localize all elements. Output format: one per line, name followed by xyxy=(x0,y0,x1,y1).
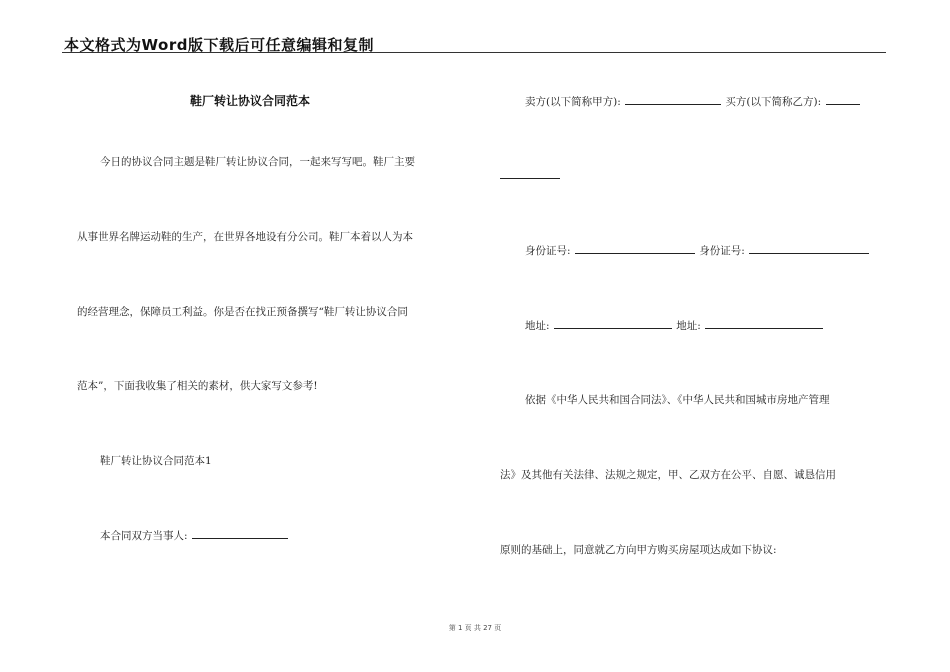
document-header-banner: 本文格式为Word版下载后可任意编辑和复制 xyxy=(64,36,374,54)
id-number-line xyxy=(525,243,870,258)
header-divider xyxy=(62,52,886,53)
address-line xyxy=(525,318,824,333)
address-blank-1[interactable] xyxy=(554,318,672,329)
parties-blank[interactable] xyxy=(192,528,288,539)
address-label-2: 地址: xyxy=(676,320,701,332)
document-title: 鞋厂转让协议合同范本 xyxy=(190,94,311,108)
paragraph-line-2: 从事世界名牌运动鞋的生产，在世界各地设有分公司。鞋厂本着以人为本 xyxy=(77,231,413,243)
basis-line-3: 原则的基础上，同意就乙方向甲方购买房屋项达成如下协议: xyxy=(500,544,777,556)
seller-blank[interactable] xyxy=(625,94,721,105)
page-number-footer: 第 1 页 共 27 页 xyxy=(448,624,502,632)
seller-buyer-line xyxy=(525,94,861,109)
seller-label: 卖方(以下简称甲方): xyxy=(525,96,621,108)
id-label-1: 身份证号: xyxy=(525,245,571,257)
address-blank-2[interactable] xyxy=(705,318,823,329)
paragraph-line-4: 范本”，下面我收集了相关的素材，供大家写文参考! xyxy=(77,380,318,392)
id-blank-2[interactable] xyxy=(749,243,869,254)
paragraph-line-1: 今日的协议合同主题是鞋厂转让协议合同，一起来写写吧。鞋厂主要 xyxy=(100,156,415,168)
sample-heading: 鞋厂转让协议合同范本1 xyxy=(100,455,212,467)
buyer-blank[interactable] xyxy=(826,94,860,105)
address-label-1: 地址: xyxy=(525,320,550,332)
basis-line-1: 依据《中华人民共和国合同法》、《中华人民共和国城市房地产管理 xyxy=(525,394,830,406)
buyer-blank-continued[interactable] xyxy=(500,178,560,179)
parties-label: 本合同双方当事人: xyxy=(100,530,188,542)
parties-line xyxy=(100,528,289,543)
id-blank-1[interactable] xyxy=(575,243,695,254)
buyer-label: 买方(以下简称乙方): xyxy=(725,96,822,108)
paragraph-line-3: 的经营理念，保障员工利益。你是否在找正预备撰写“鞋厂转让协议合同 xyxy=(77,306,408,318)
id-label-2: 身份证号: xyxy=(699,245,745,257)
basis-line-2: 法》及其他有关法律、法规之规定，甲、乙双方在公平、自愿、诚恳信用 xyxy=(500,469,836,481)
